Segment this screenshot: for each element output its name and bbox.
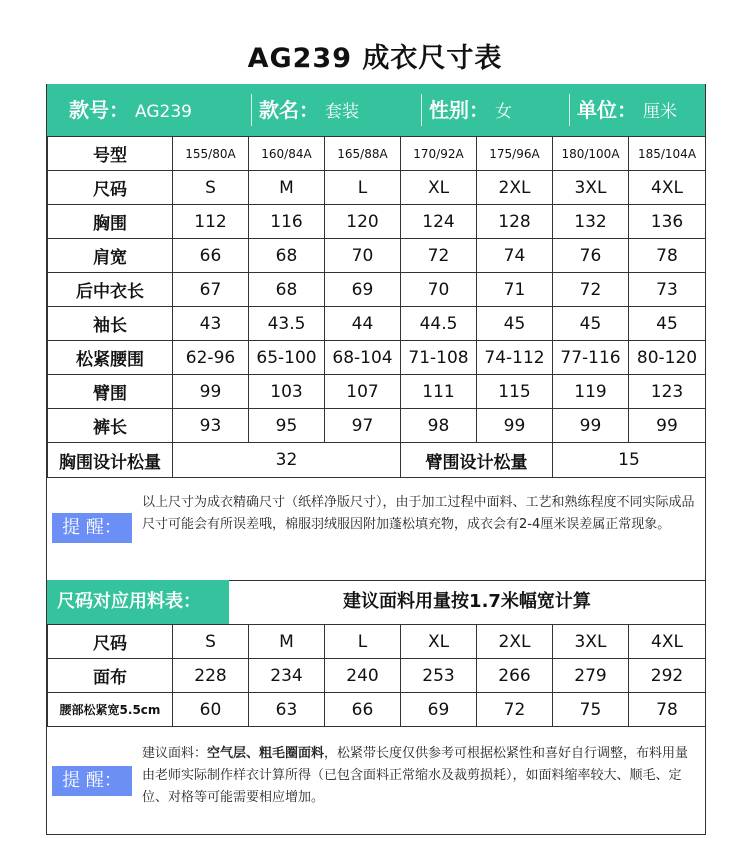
table-cell: 155/80A [173,137,249,171]
table-cell: 43 [173,307,249,341]
table-cell: 66 [173,239,249,273]
header-divider [569,94,570,126]
table-cell: 60 [173,693,249,727]
table-row [48,239,706,273]
table-cell: 98 [401,409,477,443]
table-cell: 123 [629,375,706,409]
row-label: 号型 [48,137,173,171]
gender-label: 性别： [429,98,489,122]
header-divider [421,94,422,126]
table-cell: 124 [401,205,477,239]
notice-panel [47,477,705,581]
table-cell: 73 [629,273,706,307]
table-cell: 68-104 [325,341,401,375]
fabric-table [47,624,706,727]
table-row [48,375,706,409]
chest-ease-label: 胸围设计松量 [48,443,173,478]
table-cell: 71 [477,273,553,307]
notice-text-2 [142,743,697,809]
table-cell: 180/100A [553,137,629,171]
page-title: AG239 成衣尺寸表 [247,43,503,74]
fabric-usage-label: 尺码对应用料表： [47,580,229,624]
table-cell: 80-120 [629,341,706,375]
table-cell: L [325,625,401,659]
unit [577,84,677,136]
table-cell: 75 [553,693,629,727]
table-cell: 116 [249,205,325,239]
gender-value: 女 [495,102,512,122]
row-label: 袖长 [48,307,173,341]
notice-detail: ，松紧带长度仅供参考可根据松紧性和喜好自行调整，布料用量由老师实际制作样衣计算所得（已包含面料正常缩水及裁剪损耗），如面料缩率较大、顺毛、定位、对格等可能需要相应增加。 [142,746,689,805]
table-cell: 76 [553,239,629,273]
table-cell: 240 [325,659,401,693]
table-cell: M [249,171,325,205]
table-cell: 103 [249,375,325,409]
header-divider [251,94,252,126]
table-cell: 63 [249,693,325,727]
suggested-fabrics: 空气层、粗毛圈面料 [207,746,325,761]
fabric-width-rule: 建议面料用量按1.7米幅宽计算 [343,591,591,612]
table-cell: 45 [629,307,706,341]
table-cell: 107 [325,375,401,409]
table-cell: 132 [553,205,629,239]
ease-row [48,443,706,478]
table-row [48,693,706,727]
table-cell: 45 [477,307,553,341]
table-cell: 68 [249,273,325,307]
table-cell: 3XL [553,171,629,205]
table-cell: 71-108 [401,341,477,375]
table-cell: 165/88A [325,137,401,171]
table-cell: 253 [401,659,477,693]
notice-text: 以上尺寸为成衣精确尺寸（纸样净版尺寸），由于加工过程中面料、工艺和熟练程度不同实际成品尺寸可能会有所误差哦，棉服羽绒服因附加蓬松填充物，成衣会有2-4厘米误差属正常现象。 [142,495,695,532]
table-cell: 78 [629,239,706,273]
table-cell: M [249,625,325,659]
table-cell: 66 [325,693,401,727]
row-label: 松紧腰围 [48,341,173,375]
spec-header-bar [47,84,705,137]
table-cell: 69 [401,693,477,727]
row-label: 腰部松紧宽5.5cm [48,693,173,727]
reminder-badge: 提 醒： [52,513,132,543]
table-row [48,205,706,239]
table-cell: 72 [401,239,477,273]
table-cell: 99 [477,409,553,443]
size-chart-sheet [46,84,706,835]
table-cell: 67 [173,273,249,307]
table-row [48,625,706,659]
table-cell: 115 [477,375,553,409]
name-value: 套装 [325,102,359,122]
table-cell: 185/104A [629,137,706,171]
table-cell: 72 [553,273,629,307]
table-cell: XL [401,171,477,205]
table-cell: 3XL [553,625,629,659]
table-row [48,409,706,443]
row-label: 后中衣长 [48,273,173,307]
row-label: 胸围 [48,205,173,239]
table-cell: 74 [477,239,553,273]
row-label: 尺码 [48,625,173,659]
table-cell: 2XL [477,171,553,205]
arm-ease-value: 15 [553,443,706,478]
table-cell: 170/92A [401,137,477,171]
name-label: 款名： [259,98,319,122]
style-value: AG239 [135,102,192,122]
table-cell: 4XL [629,625,706,659]
table-cell: 62-96 [173,341,249,375]
table-cell: 65-100 [249,341,325,375]
style-label: 款号： [69,98,129,122]
table-row [48,137,706,171]
table-row [48,341,706,375]
table-cell: 4XL [629,171,706,205]
arm-ease-label: 臂围设计松量 [401,443,553,478]
size-table [47,136,706,478]
row-label: 尺码 [48,171,173,205]
table-cell: 99 [173,375,249,409]
table-cell: XL [401,625,477,659]
style-number [69,84,192,136]
table-cell: 69 [325,273,401,307]
table-cell: L [325,171,401,205]
table-cell: 119 [553,375,629,409]
table-cell: 70 [325,239,401,273]
table-cell: 136 [629,205,706,239]
table-cell: 70 [401,273,477,307]
chest-ease-value: 32 [173,443,401,478]
table-cell: 292 [629,659,706,693]
row-label: 裤长 [48,409,173,443]
table-cell: 160/84A [249,137,325,171]
table-cell: 68 [249,239,325,273]
table-cell: 77-116 [553,341,629,375]
table-cell: 228 [173,659,249,693]
unit-label: 单位： [577,98,637,122]
table-cell: 74-112 [477,341,553,375]
table-cell: 43.5 [249,307,325,341]
table-row [48,171,706,205]
table-cell: 266 [477,659,553,693]
table-cell: 279 [553,659,629,693]
table-cell: 72 [477,693,553,727]
table-cell: 234 [249,659,325,693]
table-cell: 45 [553,307,629,341]
table-cell: 120 [325,205,401,239]
table-cell: 99 [553,409,629,443]
table-cell: S [173,625,249,659]
row-label: 肩宽 [48,239,173,273]
table-cell: 128 [477,205,553,239]
table-cell: 112 [173,205,249,239]
table-cell: 44.5 [401,307,477,341]
fabric-usage-bar [47,580,705,625]
table-cell: 93 [173,409,249,443]
table-cell: 99 [629,409,706,443]
table-cell: 111 [401,375,477,409]
table-row [48,307,706,341]
row-label: 面布 [48,659,173,693]
unit-value: 厘米 [643,102,677,122]
table-cell: 44 [325,307,401,341]
table-cell: 95 [249,409,325,443]
table-row [48,273,706,307]
table-cell: S [173,171,249,205]
table-cell: 97 [325,409,401,443]
reminder-badge-2: 提 醒： [52,766,132,796]
table-cell: 175/96A [477,137,553,171]
table-row [48,659,706,693]
gender [429,84,512,136]
style-name [259,84,359,136]
row-label: 臂围 [48,375,173,409]
fabric-suggest-lead: 建议面料： [142,746,208,761]
notice-panel-2 [47,726,705,834]
table-cell: 78 [629,693,706,727]
table-cell: 2XL [477,625,553,659]
